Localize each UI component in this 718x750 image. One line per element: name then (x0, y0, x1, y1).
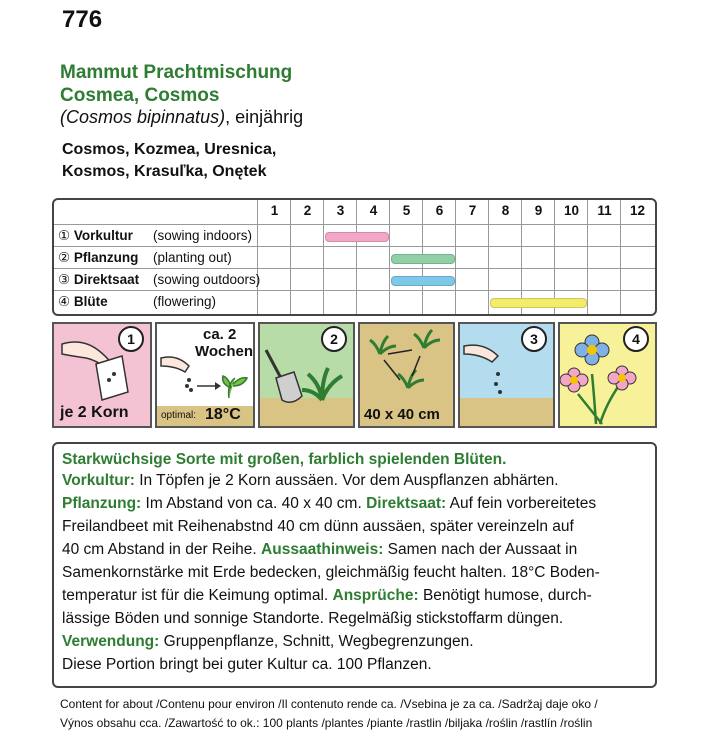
month-label: 6 (435, 203, 444, 218)
pictogram-germination (155, 322, 255, 428)
row-english: (sowing indoors) (153, 228, 253, 243)
pictogram-spacing (358, 322, 455, 428)
step-number-badge: 1 (118, 326, 144, 352)
description-box (52, 442, 657, 688)
hand-pot-icon (54, 324, 150, 404)
plant-spacing-arrows-icon (360, 324, 453, 404)
row-title: Pflanzung (73, 250, 139, 265)
description-line: Freilandbeet mit Reihenabstnd 40 cm dünn aussäen, später vereinzeln auf (62, 518, 574, 535)
synonyms-line-1: Cosmos, Kozmea, Uresnica, (62, 141, 277, 158)
text: Benötigt humose, durch- (418, 587, 592, 604)
germination-temperature: 18°C (205, 406, 241, 423)
month-label: 9 (534, 203, 543, 218)
description-line (62, 586, 592, 606)
calendar-row-pflanzung (54, 247, 655, 269)
keyword: Vorkultur: (62, 472, 135, 489)
row-label (58, 228, 253, 244)
product-title: Mammut Prachtmischung (60, 62, 293, 83)
period-bar (391, 254, 455, 264)
pictogram-sowing-indoors (52, 322, 152, 428)
keyword: Direktsaat: (366, 495, 447, 512)
period-bar (490, 298, 587, 308)
period-bar (325, 232, 389, 242)
keyword: Ansprüche: (332, 587, 419, 604)
row-marker: ④ (58, 294, 71, 309)
month-label: 4 (369, 203, 378, 218)
calendar-row-vorkultur (54, 225, 655, 247)
step-number-badge: 3 (521, 326, 547, 352)
description-line (62, 494, 596, 514)
row-label (58, 272, 261, 288)
keyword: Verwendung: (62, 633, 160, 650)
month-label: 12 (629, 203, 646, 218)
seeds-per-pot-label: je 2 Korn (60, 404, 129, 421)
calendar-row-direktsaat (54, 269, 655, 291)
synonyms-line-2: Kosmos, Krasuľka, Onętek (62, 163, 267, 180)
description-line (62, 632, 474, 652)
seedling-arrow-icon (157, 324, 253, 408)
text: Im Abstand von ca. 40 x 40 cm. (141, 495, 367, 512)
row-marker: ② (58, 250, 71, 265)
month-label: 5 (402, 203, 411, 218)
text: Gruppenpflanze, Schnitt, Wegbegrenzungen. (159, 633, 474, 650)
period-bar (391, 276, 455, 286)
month-label: 8 (501, 203, 510, 218)
row-english: (planting out) (153, 250, 232, 265)
step-number-badge: 2 (321, 326, 347, 352)
annual-label: , einjährig (225, 107, 304, 127)
month-label: 7 (468, 203, 477, 218)
row-title: Direktsaat (73, 272, 140, 287)
description-line: lässige Böden und sonnige Standorte. Regelmäßig stickstoffarm düngen. (62, 610, 564, 627)
optimal-label: optimal: (161, 410, 197, 421)
month-label: 10 (563, 203, 580, 218)
duration-value: ca. 2 (203, 326, 237, 343)
month-label: 11 (597, 203, 612, 218)
text: In Töpfen je 2 Korn aussäen. Vor dem Auspflanzen abhärten. (134, 472, 559, 489)
text: Samen nach der Aussaat in (383, 541, 578, 558)
description-line (62, 540, 577, 560)
sowing-calendar (52, 198, 657, 316)
month-label: 1 (270, 203, 279, 218)
description-line: Diese Portion bringt bei guter Kultur ca. 100 Pflanzen. (62, 656, 432, 673)
pictogram-planting-out (258, 322, 355, 428)
row-marker: ① (58, 228, 71, 243)
row-english: (sowing outdoors) (153, 272, 261, 287)
content-footer-line-2: Výnos obsahu cca. /Zawartość to ok.: 100 plants /plantes /piante /rastlin /biljaka /roślin /rastlín /roślin (60, 716, 593, 730)
pictogram-sowing-outdoors (458, 322, 555, 428)
keyword: Pflanzung: (62, 495, 142, 512)
trowel-plant-icon (260, 324, 353, 426)
row-label (58, 250, 232, 266)
step-number-badge: 4 (623, 326, 649, 352)
description-line: Samenkornstärke mit Erde bedecken, gleichmäßig feucht halten. 18°C Boden- (62, 564, 600, 581)
row-label (58, 294, 217, 310)
catalog-number: 776 (62, 6, 103, 33)
description-line (62, 471, 559, 491)
text: 40 cm Abstand in der Reihe. (62, 541, 262, 558)
row-title: Blüte (73, 294, 108, 309)
hand-sowing-icon (460, 324, 553, 426)
latin-name-text: (Cosmos bipinnatus) (60, 107, 226, 127)
row-marker: ③ (58, 272, 71, 287)
row-english: (flowering) (153, 294, 217, 309)
duration-unit: Wochen (195, 343, 254, 360)
row-title: Vorkultur (73, 228, 133, 243)
keyword: Aussaathinweis: (261, 541, 384, 558)
text: temperatur ist für die Keimung optimal. (62, 587, 333, 604)
product-subtitle: Cosmea, Cosmos (60, 85, 220, 106)
description-headline: Starkwüchsige Sorte mit großen, farblich spielenden Blüten. (62, 451, 507, 468)
calendar-row-bluete (54, 291, 655, 313)
cosmos-flowers-icon (560, 324, 655, 426)
pictogram-flowering (558, 322, 657, 428)
content-footer-line-1: Content for about /Contenu pour environ /Il contenuto rende ca. /Vsebina je za ca. /Sadržaj daje oko / (60, 697, 598, 711)
month-label: 3 (336, 203, 345, 218)
latin-name (60, 107, 303, 128)
spacing-label: 40 x 40 cm (364, 406, 440, 423)
text: Auf fein vorbereitetes (446, 495, 597, 512)
calendar-header-row (54, 200, 655, 222)
month-label: 2 (303, 203, 312, 218)
